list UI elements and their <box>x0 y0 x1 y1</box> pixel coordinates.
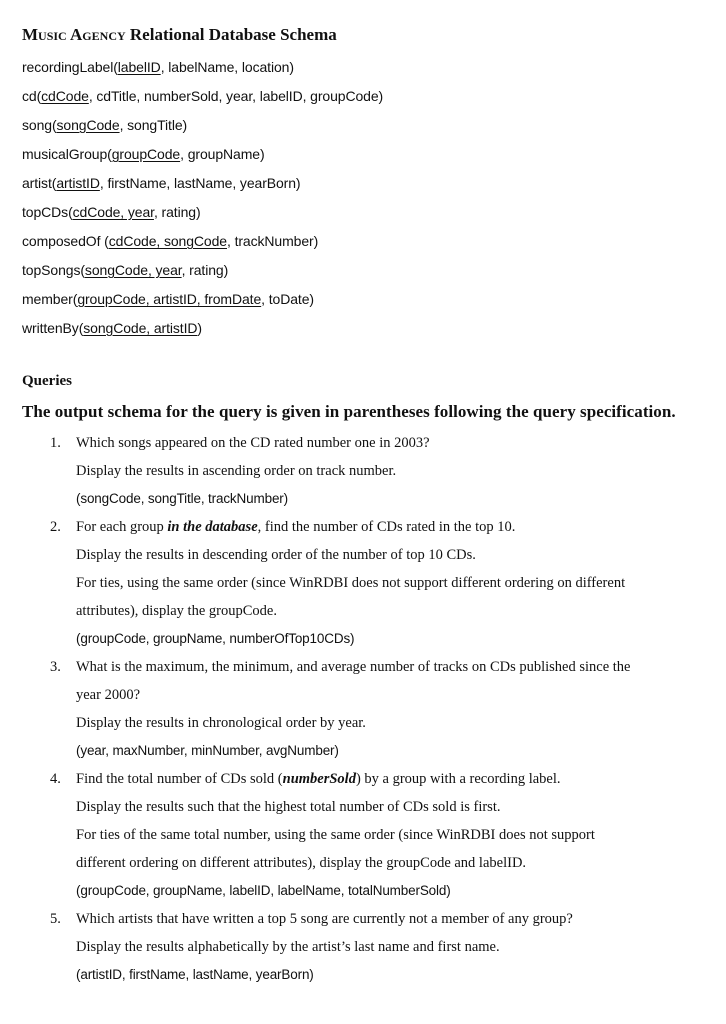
schema-relation <box>22 261 383 290</box>
schema-title-agency: Music Agency <box>22 25 126 44</box>
relation-open-paren: ( <box>51 175 57 191</box>
query-text: year 2000? <box>76 687 141 703</box>
emphasis-text: numberSold <box>282 771 356 787</box>
query-text-line <box>76 714 722 742</box>
relation-attributes: , cdTitle, numberSold, year, labelID, groupCode) <box>88 88 384 104</box>
schema-list <box>22 58 383 348</box>
query-number: 1. <box>50 435 61 451</box>
query-text-line <box>76 798 722 826</box>
primary-key: labelID <box>117 59 161 75</box>
relation-attributes: , toDate) <box>261 291 314 307</box>
query-text-line <box>76 770 722 798</box>
schema-relation <box>22 319 383 348</box>
relation-attributes: , groupName) <box>180 146 265 162</box>
relation-open-paren: ( <box>68 204 73 220</box>
query-text: Which songs appeared on the CD rated number one in 2003? <box>76 435 430 451</box>
relation-attributes: , trackNumber) <box>227 233 319 249</box>
query-number: 2. <box>50 519 61 535</box>
relation-name: member <box>22 291 73 307</box>
query-output-schema: (songCode, songTitle, trackNumber) <box>76 491 288 506</box>
query-output-schema: (artistID, firstName, lastName, yearBorn) <box>76 967 314 982</box>
relation-attributes: , firstName, lastName, yearBorn) <box>99 175 301 191</box>
query-item <box>22 518 722 658</box>
relation-attributes: , songTitle) <box>119 117 188 133</box>
primary-key: groupCode <box>111 146 181 162</box>
primary-key: cdCode, year <box>72 204 154 220</box>
relation-name: song <box>22 117 52 133</box>
primary-key: artistID <box>56 175 100 191</box>
primary-key: cdCode, songCode <box>108 233 227 249</box>
schema-relation <box>22 87 383 116</box>
relation-open-paren: ( <box>113 59 118 75</box>
primary-key: cdCode <box>41 88 89 104</box>
query-text: Find the total number of CDs sold ( <box>76 771 283 787</box>
query-text-line <box>76 686 722 714</box>
query-text-line <box>76 546 722 574</box>
schema-title <box>22 25 337 45</box>
query-text-line <box>76 854 722 882</box>
schema-title-rest: Relational Database Schema <box>125 25 337 44</box>
query-text: ) by a group with a recording label. <box>355 771 561 787</box>
output-schema-note: The output schema for the query is given in parentheses following the query specification. <box>22 402 676 421</box>
query-item <box>22 434 722 518</box>
query-output-schema: (year, maxNumber, minNumber, avgNumber) <box>76 743 339 758</box>
emphasis-text: in the database <box>167 519 258 535</box>
relation-attributes: , labelName, location) <box>160 59 294 75</box>
relation-name: topCDs <box>22 204 69 220</box>
query-text-line <box>76 658 722 686</box>
query-text: For ties, using the same order (since WinRDBI does not support different ordering on different <box>76 575 626 591</box>
relation-open-paren: ( <box>72 291 78 307</box>
query-number: 5. <box>50 911 61 927</box>
relation-name: cd <box>22 88 37 104</box>
query-text-line <box>76 434 722 462</box>
query-number: 4. <box>50 771 61 787</box>
primary-key: songCode <box>56 117 120 133</box>
query-text: Display the results alphabetically by the artist’s last name and first name. <box>76 939 500 955</box>
relation-open-paren: ( <box>80 262 85 278</box>
relation-attributes: , rating) <box>181 262 229 278</box>
query-text-line <box>76 938 722 966</box>
query-text: Display the results in chronological order by year. <box>76 715 366 731</box>
query-text: , find the number of CDs rated in the top 10. <box>257 519 516 535</box>
schema-relation <box>22 145 383 174</box>
query-number: 3. <box>50 659 61 675</box>
schema-relation <box>22 174 383 203</box>
query-item <box>22 658 722 770</box>
query-text: Display the results in ascending order on track number. <box>76 463 397 479</box>
query-text: Display the results in descending order of the number of top 10 CDs. <box>76 547 476 563</box>
schema-relation <box>22 203 383 232</box>
relation-open-paren: ( <box>36 88 42 104</box>
primary-key: groupCode, artistID, fromDate <box>77 291 262 307</box>
relation-open-paren: ( <box>51 117 57 133</box>
relation-attributes: , rating) <box>153 204 201 220</box>
query-text-line <box>76 462 722 490</box>
query-text: For each group <box>76 519 168 535</box>
query-text: What is the maximum, the minimum, and average number of tracks on CDs published since the <box>76 659 631 675</box>
query-text-line <box>76 574 722 602</box>
relation-attributes: ) <box>197 320 202 336</box>
query-item <box>22 770 722 910</box>
schema-relation <box>22 116 383 145</box>
query-text-line <box>76 518 722 546</box>
query-text: Display the results such that the highest total number of CDs sold is first. <box>76 799 501 815</box>
query-output-schema: (groupCode, groupName, numberOfTop10CDs) <box>76 631 355 646</box>
query-text-line <box>76 602 722 630</box>
query-text: attributes), display the groupCode. <box>76 603 277 619</box>
relation-name: writtenBy <box>22 320 79 336</box>
relation-open-paren: ( <box>100 233 109 249</box>
query-text: Which artists that have written a top 5 song are currently not a member of any group? <box>76 911 573 927</box>
primary-key: songCode, year <box>84 262 182 278</box>
relation-open-paren: ( <box>107 146 112 162</box>
schema-relation <box>22 290 383 319</box>
relation-open-paren: ( <box>78 320 84 336</box>
primary-key: songCode, artistID <box>83 320 198 336</box>
relation-name: composedOf <box>22 233 101 249</box>
queries-heading: Queries <box>22 373 72 389</box>
relation-name: musicalGroup <box>22 146 108 162</box>
relation-name: topSongs <box>22 262 81 278</box>
query-output-schema: (groupCode, groupName, labelID, labelName, totalNumberSold) <box>76 883 451 898</box>
query-list <box>22 434 722 994</box>
query-item <box>22 910 722 994</box>
query-text: different ordering on different attributes), display the groupCode and labelID. <box>76 855 527 871</box>
schema-relation <box>22 232 383 261</box>
query-text-line <box>76 826 722 854</box>
query-text-line <box>76 910 722 938</box>
schema-relation <box>22 58 383 87</box>
relation-name: recordingLabel <box>22 59 114 75</box>
relation-name: artist <box>22 175 52 191</box>
query-text: For ties of the same total number, using the same order (since WinRDBI does not support <box>76 827 595 843</box>
